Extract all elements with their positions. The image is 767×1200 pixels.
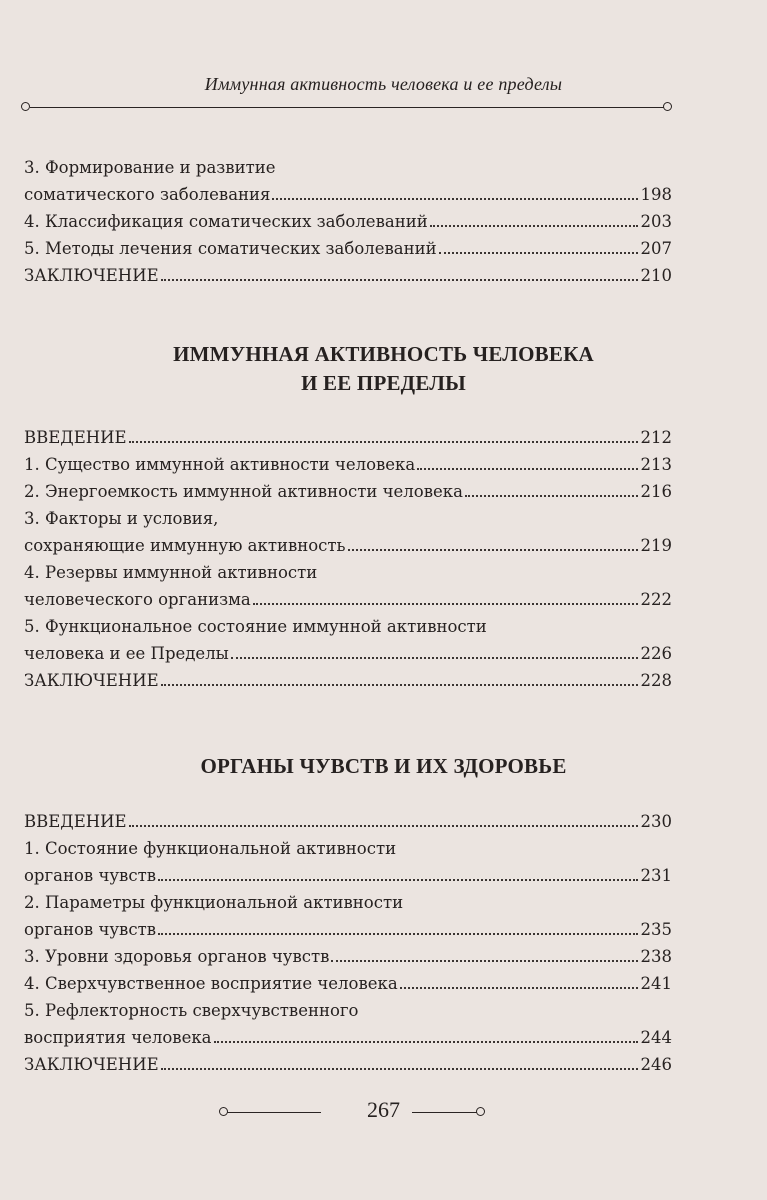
toc-entry (24, 862, 672, 889)
dot-leader (331, 960, 637, 962)
toc-entry-page: 219 (640, 536, 672, 555)
toc-entry-title: органов чувств (24, 920, 157, 939)
dot-leader (161, 684, 638, 686)
toc-entry-title: ВВЕДЕНИЕ (24, 428, 127, 447)
dot-leader (400, 987, 638, 989)
toc-entry-title: ЗАКЛЮЧЕНИЕ (24, 1055, 159, 1074)
dot-leader (465, 495, 638, 497)
toc-entry-page: 244 (640, 1028, 672, 1047)
toc-entry-page: 238 (640, 947, 672, 966)
toc-entry (24, 808, 672, 835)
toc-entry-page: 226 (640, 644, 672, 663)
toc-entry-title: сохраняющие иммунную активность (24, 536, 346, 555)
section-heading-line: И ЕЕ ПРЕДЕЛЫ (301, 371, 466, 395)
toc-immune-section (24, 424, 672, 694)
toc-entry (24, 1051, 672, 1078)
toc-entry-title: 5. Функциональное состояние иммунной активности (24, 617, 487, 636)
header-rule-right-ornament-icon (663, 102, 672, 111)
toc-entry (24, 208, 672, 235)
toc-entry (24, 478, 672, 505)
toc-entry-title: восприятия человека (24, 1028, 212, 1047)
toc-entry (24, 1024, 672, 1051)
toc-entry-title: 2. Энергоемкость иммунной активности человека (24, 482, 463, 501)
toc-entry-page: 203 (640, 212, 672, 231)
dot-leader (158, 879, 637, 881)
toc-entry-title: соматического заболевания (24, 185, 271, 204)
toc-entry-page: 207 (640, 239, 672, 258)
toc-entry-title: ЗАКЛЮЧЕНИЕ (24, 266, 159, 285)
toc-entry-page: 213 (640, 455, 672, 474)
toc-entry (24, 424, 672, 451)
toc-prev-section (24, 154, 672, 289)
toc-entry (24, 181, 672, 208)
toc-entry-page: 231 (640, 866, 672, 885)
toc-entry-page: 246 (640, 1055, 672, 1074)
toc-entry-title: 5. Рефлекторность сверхчувственного (24, 1001, 359, 1020)
toc-entry-title: 3. Факторы и условия, (24, 509, 219, 528)
dot-leader (129, 825, 638, 827)
toc-entry (24, 667, 672, 694)
dot-leader (439, 252, 638, 254)
toc-senses-section (24, 808, 672, 1078)
dot-leader (348, 549, 638, 551)
toc-entry-page: 228 (640, 671, 672, 690)
header-rule (30, 107, 666, 108)
toc-entry (24, 451, 672, 478)
toc-entry-page: 222 (640, 590, 672, 609)
toc-entry (24, 970, 672, 997)
toc-entry-page: 230 (640, 812, 672, 831)
toc-entry-page: 210 (640, 266, 672, 285)
toc-entry-page: 198 (640, 185, 672, 204)
toc-entry-title: человеческого организма (24, 590, 251, 609)
section-heading (0, 752, 767, 781)
toc-entry-title: 1. Существо иммунной активности человека (24, 455, 416, 474)
toc-entry (24, 943, 672, 970)
running-header: Иммунная активность человека и ее пределы (204, 74, 563, 94)
dot-leader (430, 225, 638, 227)
section-heading (0, 340, 767, 398)
toc-entry-title: 3. Формирование и развитие (24, 158, 276, 177)
dot-leader (214, 1041, 638, 1043)
page-number-text: 267 (355, 1097, 412, 1123)
toc-entry-title: 3. Уровни здоровья органов чувств (24, 947, 330, 966)
toc-entry-page: 241 (640, 974, 672, 993)
toc-entry-page: 216 (640, 482, 672, 501)
toc-entry-title: 4. Резервы иммунной активности (24, 563, 318, 582)
dot-leader (129, 441, 638, 443)
toc-entry (24, 532, 672, 559)
toc-entry-title: 5. Методы лечения соматических заболеваний (24, 239, 437, 258)
toc-entry (24, 916, 672, 943)
dot-leader (158, 933, 637, 935)
toc-entry-title: 1. Состояние функциональной активности (24, 839, 397, 858)
toc-entry-title: органов чувств (24, 866, 157, 885)
toc-entry (24, 235, 672, 262)
dot-leader (417, 468, 637, 470)
toc-entry (24, 640, 672, 667)
dot-leader (161, 1068, 638, 1070)
toc-entry (24, 262, 672, 289)
toc-entry-title: ВВЕДЕНИЕ (24, 812, 127, 831)
toc-entry-title: 2. Параметры функциональной активности (24, 893, 404, 912)
toc-entry-title: 4. Классификация соматических заболеваний (24, 212, 428, 231)
dot-leader (253, 603, 638, 605)
toc-entry-title: 4. Сверхчувственное восприятие человека (24, 974, 398, 993)
section-heading-line: ИММУННАЯ АКТИВНОСТЬ ЧЕЛОВЕКА (173, 342, 594, 366)
toc-entry-page: 235 (640, 920, 672, 939)
page-number (0, 1097, 767, 1123)
toc-entry (24, 586, 672, 613)
toc-entry-page: 212 (640, 428, 672, 447)
section-heading-line: ОРГАНЫ ЧУВСТВ И ИХ ЗДОРОВЬЕ (200, 754, 567, 778)
dot-leader (231, 657, 638, 659)
header-rule-left-ornament-icon (21, 102, 30, 111)
dot-leader (161, 279, 638, 281)
toc-entry-title: человека и ее Пределы (24, 644, 229, 663)
toc-entry-title: ЗАКЛЮЧЕНИЕ (24, 671, 159, 690)
dot-leader (272, 198, 637, 200)
